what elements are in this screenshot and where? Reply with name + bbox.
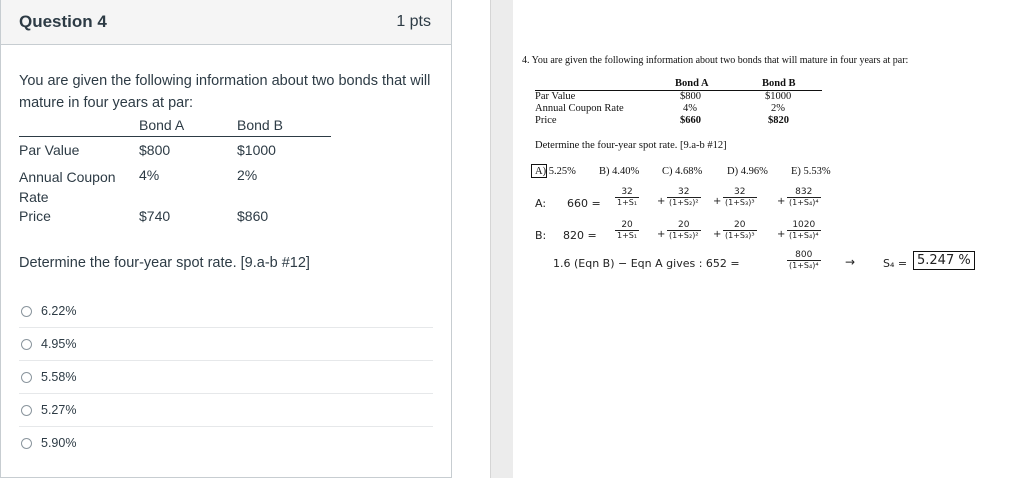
- radio-icon[interactable]: [21, 438, 32, 449]
- row-b-price: $860: [237, 207, 269, 224]
- question-header: [1, 0, 451, 45]
- scroll-gutter: [490, 0, 513, 478]
- radio-icon[interactable]: [21, 339, 32, 350]
- paper-a-price: $660: [680, 115, 701, 126]
- paper-col-b: Bond B: [762, 78, 796, 89]
- paper-col-a: Bond A: [675, 78, 709, 89]
- work-a-term: $\frac{32}{\text{(1+S₂)²}}$: [669, 187, 699, 207]
- answer-label: 6.22%: [41, 304, 77, 318]
- paper-label-coupon: Annual Coupon Rate: [535, 103, 624, 114]
- row-a-coupon: 4%: [139, 166, 160, 183]
- bond-table: [19, 114, 331, 224]
- answer-label: 5.58%: [41, 370, 77, 384]
- paper-label-par: Par Value: [535, 91, 576, 102]
- answer-option[interactable]: [19, 426, 433, 459]
- work-b-lhs: 820 =: [563, 229, 597, 242]
- table-header-bond-b: Bond B: [237, 114, 331, 137]
- answer-option[interactable]: [19, 295, 433, 327]
- question-stem: You are given the following information about two bonds that will mature in four years at par:: [19, 73, 431, 111]
- row-a-par: $800: [139, 142, 171, 158]
- paper-choice: A) 5.25%: [535, 166, 576, 177]
- paper-heading: 4. You are given the following information about two bonds that will mature in four years at par:: [522, 55, 909, 66]
- answer-option[interactable]: [19, 327, 433, 360]
- paper-a-coupon: 4%: [683, 103, 697, 114]
- work-a-label: A:: [535, 197, 547, 210]
- work-answer-label: S₄ =: [883, 257, 908, 270]
- answer-label: 4.95%: [41, 337, 77, 351]
- paper-b-price: $820: [768, 115, 789, 126]
- work-result-frac: $\frac{800}{\text{(1+S₄)⁴}}$: [789, 250, 819, 270]
- work-b-term: $\frac{20}{\text{1+S₁}}$: [617, 220, 638, 240]
- answer-label: 5.90%: [41, 436, 77, 450]
- work-a-term: $\frac{32}{\text{(1+S₃)³}}$: [725, 187, 755, 207]
- radio-icon[interactable]: [21, 372, 32, 383]
- question-points: 1 pts: [396, 13, 431, 30]
- work-result-text: 1.6 (Eqn B) − Eqn A gives : 652 =: [553, 257, 740, 270]
- radio-icon[interactable]: [21, 405, 32, 416]
- table-header-bond-a: Bond A: [139, 114, 237, 137]
- row-label-coupon: Annual Coupon Rate: [19, 168, 116, 205]
- paper-b-par: $1000: [765, 91, 792, 102]
- paper-choice: E) 5.53%: [791, 166, 831, 177]
- arrow-icon: →: [845, 255, 856, 269]
- paper-choice: C) 4.68%: [662, 166, 703, 177]
- work-a-term: $\frac{32}{\text{1+S₁}}$: [617, 187, 638, 207]
- row-b-coupon: 2%: [237, 166, 258, 183]
- answer-option[interactable]: [19, 360, 433, 393]
- answer-list: [19, 295, 433, 459]
- paper-label-price: Price: [535, 115, 557, 126]
- paper-prompt: Determine the four-year spot rate. [9.a-b #12]: [535, 140, 727, 151]
- paper-b-coupon: 2%: [771, 103, 785, 114]
- work-b-term: $\frac{1020}{\text{(1+S₄)⁴}}$: [789, 220, 819, 240]
- row-b-par: $1000: [237, 142, 276, 158]
- quiz-question-card: [0, 0, 452, 478]
- work-b-label: B:: [535, 229, 547, 242]
- work-answer-box: 5.247 %: [913, 251, 975, 270]
- work-b-term: $\frac{20}{\text{(1+S₃)³}}$: [725, 220, 755, 240]
- row-label-price: Price: [19, 207, 51, 224]
- answer-label: 5.27%: [41, 403, 77, 417]
- table-header-blank: [19, 114, 139, 137]
- row-a-price: $740: [139, 207, 171, 224]
- paper-choice: D) 4.96%: [727, 166, 768, 177]
- paper-a-par: $800: [680, 91, 701, 102]
- radio-icon[interactable]: [21, 306, 32, 317]
- work-b-term: $\frac{20}{\text{(1+S₂)²}}$: [669, 220, 699, 240]
- paper-choice: B) 4.40%: [599, 166, 640, 177]
- worked-solution-image: 4. You are given the following information about two bonds that will mature in four years at par: Bond A Bond B Par Value $800 $1000 Annual Coupon Rate 4% 2% Price $660 $820 Determine the four-year spot rate. [9.a-b #12] A) 5.25% B) 4.40% C) 4.68% D) 4.96% E) 5.53% A: 660 = $\frac{32}{\text{1+S₁}}$ + $\frac{32}{\text{(1+S₂)²}}$ + $\frac{32}{\text{(1+S₃)³}}$ + $\frac{832}{\text{(1+S₄)⁴}}$ B: 820 = $\frac{20}{\text{1+S₁}}$ + $\frac{20}{\text{(1+S₂)²}}$ + $\frac{20}{\text{(1+S₃)³}}$ + $\frac{1020}{\text{(1+S₄)⁴}}$ 1.6 (Eqn B) − Eqn A gives : 652 = $\frac{800}{\text{(1+S₄)⁴}}$ → S₄ = 5.247 %: [515, 45, 1015, 281]
- answer-option[interactable]: [19, 393, 433, 426]
- question-prompt: Determine the four-year spot rate. [9.a-b #12]: [19, 255, 310, 271]
- work-a-lhs: 660 =: [567, 197, 601, 210]
- row-label-par: Par Value: [19, 142, 80, 158]
- work-a-term: $\frac{832}{\text{(1+S₄)⁴}}$: [789, 187, 819, 207]
- question-title: Question 4: [19, 12, 107, 31]
